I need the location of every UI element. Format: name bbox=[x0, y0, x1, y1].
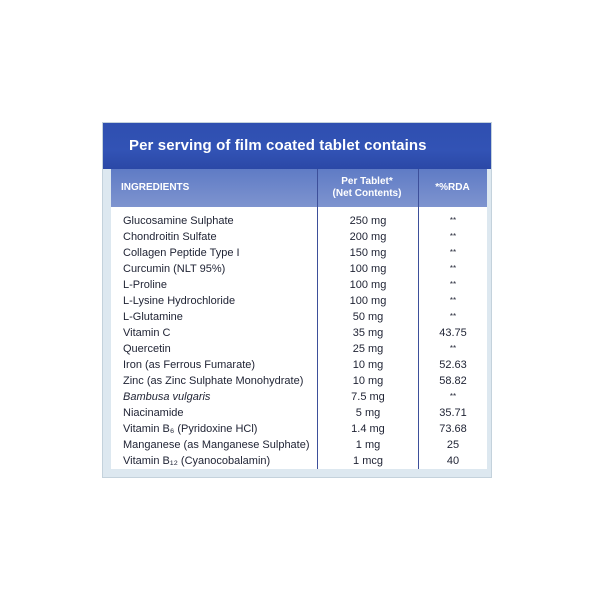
table-row bbox=[111, 213, 487, 229]
header-per-tablet bbox=[317, 169, 417, 207]
ingredient-rda: ** bbox=[449, 344, 457, 353]
ingredient-name: Vitamin B₆ (Pyridoxine HCl) bbox=[123, 423, 258, 435]
ingredient-rda: 35.71 bbox=[439, 407, 467, 419]
table-row bbox=[111, 357, 487, 373]
ingredient-amount: 150 mg bbox=[349, 247, 387, 259]
ingredient-name: L-Lysine Hydrochloride bbox=[123, 295, 236, 307]
ingredient-rda: ** bbox=[449, 280, 457, 289]
table-row bbox=[111, 309, 487, 325]
ingredient-amount: 1 mg bbox=[355, 439, 381, 451]
ingredient-rda: 58.82 bbox=[439, 375, 467, 387]
ingredient-amount: 1.4 mg bbox=[351, 423, 385, 435]
table-row bbox=[111, 245, 487, 261]
ingredient-name: Chondroitin Sulfate bbox=[123, 231, 217, 243]
ingredient-rda: ** bbox=[449, 232, 457, 241]
ingredient-amount: 100 mg bbox=[349, 263, 387, 275]
ingredient-amount: 250 mg bbox=[349, 215, 387, 227]
ingredient-name: L-Proline bbox=[123, 279, 168, 291]
ingredient-name: Collagen Peptide Type I bbox=[123, 247, 240, 259]
ingredient-name: Zinc (as Zinc Sulphate Monohydrate) bbox=[123, 375, 304, 387]
ingredient-amount: 10 mg bbox=[352, 359, 384, 371]
ingredient-amount: 7.5 mg bbox=[351, 391, 385, 403]
ingredient-amount: 10 mg bbox=[352, 375, 384, 387]
table-row bbox=[111, 261, 487, 277]
table-row bbox=[111, 325, 487, 341]
ingredient-rda: ** bbox=[449, 248, 457, 257]
ingredient-rda: 40 bbox=[446, 455, 460, 467]
ingredient-name: Glucosamine Sulphate bbox=[123, 215, 234, 227]
ingredient-rda: ** bbox=[449, 264, 457, 273]
ingredient-amount: 100 mg bbox=[349, 295, 387, 307]
panel-title: Per serving of film coated tablet contains bbox=[129, 137, 427, 154]
ingredient-amount: 50 mg bbox=[352, 311, 384, 323]
ingredient-rda: ** bbox=[449, 392, 457, 401]
header-per-tablet-line2: (Net Contents) bbox=[332, 188, 402, 199]
ingredient-name: L-Glutamine bbox=[123, 311, 183, 323]
ingredient-rda: 43.75 bbox=[439, 327, 467, 339]
table-row bbox=[111, 405, 487, 421]
ingredient-rda: 52.63 bbox=[439, 359, 467, 371]
ingredient-rda: ** bbox=[449, 216, 457, 225]
ingredient-name: Manganese (as Manganese Sulphate) bbox=[123, 439, 310, 451]
ingredient-name: Bambusa vulgaris bbox=[123, 391, 211, 403]
ingredient-rda: ** bbox=[449, 296, 457, 305]
table-row bbox=[111, 277, 487, 293]
title-bar bbox=[103, 123, 491, 169]
ingredient-name: Vitamin C bbox=[123, 327, 171, 339]
ingredient-rows bbox=[111, 213, 487, 469]
ingredient-name: Niacinamide bbox=[123, 407, 184, 419]
ingredient-amount: 25 mg bbox=[352, 343, 384, 355]
ingredient-amount: 200 mg bbox=[349, 231, 387, 243]
table-row bbox=[111, 373, 487, 389]
table-row bbox=[111, 229, 487, 245]
ingredient-rda: ** bbox=[449, 312, 457, 321]
ingredient-amount: 1 mcg bbox=[353, 455, 383, 467]
ingredient-amount: 100 mg bbox=[349, 279, 387, 291]
ingredient-amount: 5 mg bbox=[355, 407, 381, 419]
table-row bbox=[111, 453, 487, 469]
ingredient-name: Quercetin bbox=[123, 343, 171, 355]
header-per-tablet-line1: Per Tablet* bbox=[341, 176, 393, 187]
table-row bbox=[111, 341, 487, 357]
table-row bbox=[111, 421, 487, 437]
ingredient-name: Iron (as Ferrous Fumarate) bbox=[123, 359, 256, 371]
header-ingredients: INGREDIENTS bbox=[121, 182, 190, 193]
ingredient-rda: 25 bbox=[446, 439, 460, 451]
table-row bbox=[111, 437, 487, 453]
table-header bbox=[111, 169, 487, 207]
ingredient-name: Curcumin (NLT 95%) bbox=[123, 263, 226, 275]
ingredient-amount: 35 mg bbox=[352, 327, 384, 339]
ingredient-rda: 73.68 bbox=[439, 423, 467, 435]
nutrition-panel bbox=[102, 122, 492, 478]
ingredient-name: Vitamin B₁₂ (Cyanocobalamin) bbox=[123, 455, 271, 467]
table-row bbox=[111, 389, 487, 405]
table-row bbox=[111, 293, 487, 309]
header-rda: *%RDA bbox=[435, 182, 470, 193]
